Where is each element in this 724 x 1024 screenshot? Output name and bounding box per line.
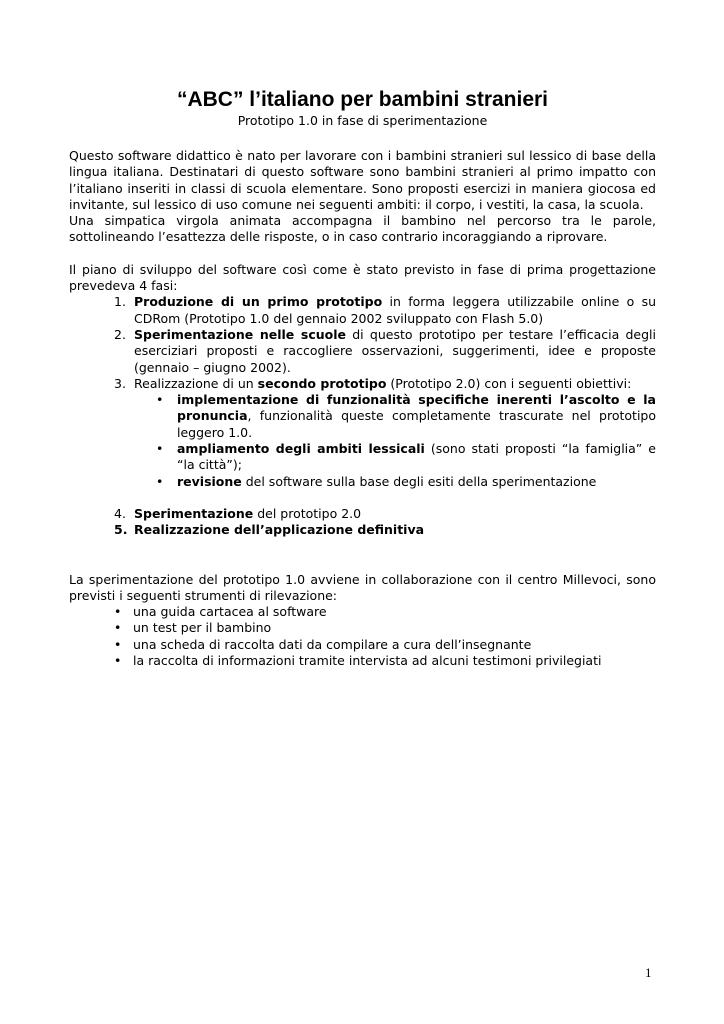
tool-text: una scheda di raccolta dati da compilare a cura dell’insegnante <box>133 636 532 652</box>
tool-text: una guida cartacea al software <box>133 604 327 620</box>
phase-item <box>114 522 656 538</box>
list-spacer <box>134 490 656 506</box>
phase-title: Produzione di un primo prototipo <box>134 294 383 310</box>
closing-paragraph: La sperimentazione del prototipo 1.0 avviene in collaborazione con il centro Millevoci, sono previsti i seguenti strumenti di rilevazione: <box>69 571 656 603</box>
page-number: 1 <box>645 965 652 980</box>
objective-text: (sono stati proposti “la famiglia” e “la città”); <box>177 441 657 473</box>
phase-title: secondo prototipo <box>257 375 387 391</box>
phase-text: di questo prototipo per testare l’efficacia degli eserciziari proposti e raccogliere osservazioni, suggerimenti, idee e proposte (gennaio – giugno 2002). <box>134 326 656 375</box>
tool-text: la raccolta di informazioni tramite intervista ad alcuni testimoni privilegiati <box>133 653 602 669</box>
phase-item <box>114 294 656 327</box>
phase-text: del prototipo 2.0 <box>253 505 362 521</box>
phase-title: Realizzazione dell’applicazione definitiva <box>134 522 425 538</box>
phase-number: 5. <box>114 522 128 538</box>
tool-item <box>114 604 656 620</box>
tool-item <box>114 620 656 636</box>
tool-text: un test per il bambino <box>133 620 272 636</box>
bullet-icon: • <box>114 653 122 669</box>
mascot-paragraph: Una simpatica virgola animata accompagna il bambino nel percorso tra le parole, sottolineando l’esattezza delle risposte, o in caso contrario incoraggiando a riprovare. <box>69 213 656 245</box>
tool-item <box>114 653 656 669</box>
document-subtitle: Prototipo 1.0 in fase di sperimentazione <box>237 113 488 128</box>
objective-item <box>156 474 656 490</box>
phases-list <box>69 294 656 538</box>
objectives-list <box>134 392 656 490</box>
objective-item <box>156 392 656 441</box>
objective-title: ampliamento degli ambiti lessicali <box>177 441 425 457</box>
phase-title: Sperimentazione nelle scuole <box>134 326 346 342</box>
document-title: “ABC” l’italiano per bambini stranieri <box>176 88 549 111</box>
tools-list <box>69 604 656 669</box>
phase-title: Sperimentazione <box>134 505 254 521</box>
tool-item <box>114 637 656 653</box>
phase-text: in forma leggera utilizzabile online o su CDRom (Prototipo 1.0 del gennaio 2002 sviluppato con Flash 5.0) <box>134 294 657 326</box>
objective-text: , funzionalità queste completamente trascurate nel prototipo leggero 1.0. <box>177 408 656 440</box>
bullet-icon: • <box>156 392 164 408</box>
objective-title: revisione <box>177 473 242 489</box>
phase-number: 2. <box>114 326 126 342</box>
bullet-icon: • <box>156 441 164 457</box>
bullet-icon: • <box>114 636 122 652</box>
phase-item <box>114 327 656 376</box>
bullet-icon: • <box>114 604 122 620</box>
bullet-icon: • <box>156 473 164 489</box>
bullet-icon: • <box>114 620 122 636</box>
phase-text-prefix: Realizzazione di un <box>134 375 258 391</box>
objective-item <box>156 441 656 474</box>
phase-item <box>114 376 656 506</box>
document-page <box>69 88 656 669</box>
intro-paragraph: Questo software didattico è nato per lavorare con i bambini stranieri sul lessico di base della lingua italiana. Destinatari di questo software sono bambini stranieri al primo impatto con l’italiano inseriti in classi di scuola elementare. Sono proposti esercizi in maniera giocosa ed invitante, sul lessico di uso comune nei seguenti ambiti: il corpo, i vestiti, la casa, la scuola. <box>69 148 656 212</box>
phase-number: 3. <box>114 375 126 391</box>
plan-intro-paragraph: Il piano di sviluppo del software così come è stato previsto in fase di prima progettazione prevedeva 4 fasi: <box>69 261 656 294</box>
objective-text: del software sulla base degli esiti della sperimentazione <box>241 473 597 489</box>
objective-title: implementazione di funzionalità specifiche inerenti l’ascolto e la pronuncia <box>177 392 656 424</box>
phase-number: 4. <box>114 505 126 521</box>
phase-text: (Prototipo 2.0) con i seguenti obiettivi: <box>386 375 632 391</box>
phase-item <box>114 506 656 522</box>
phase-number: 1. <box>114 294 126 310</box>
